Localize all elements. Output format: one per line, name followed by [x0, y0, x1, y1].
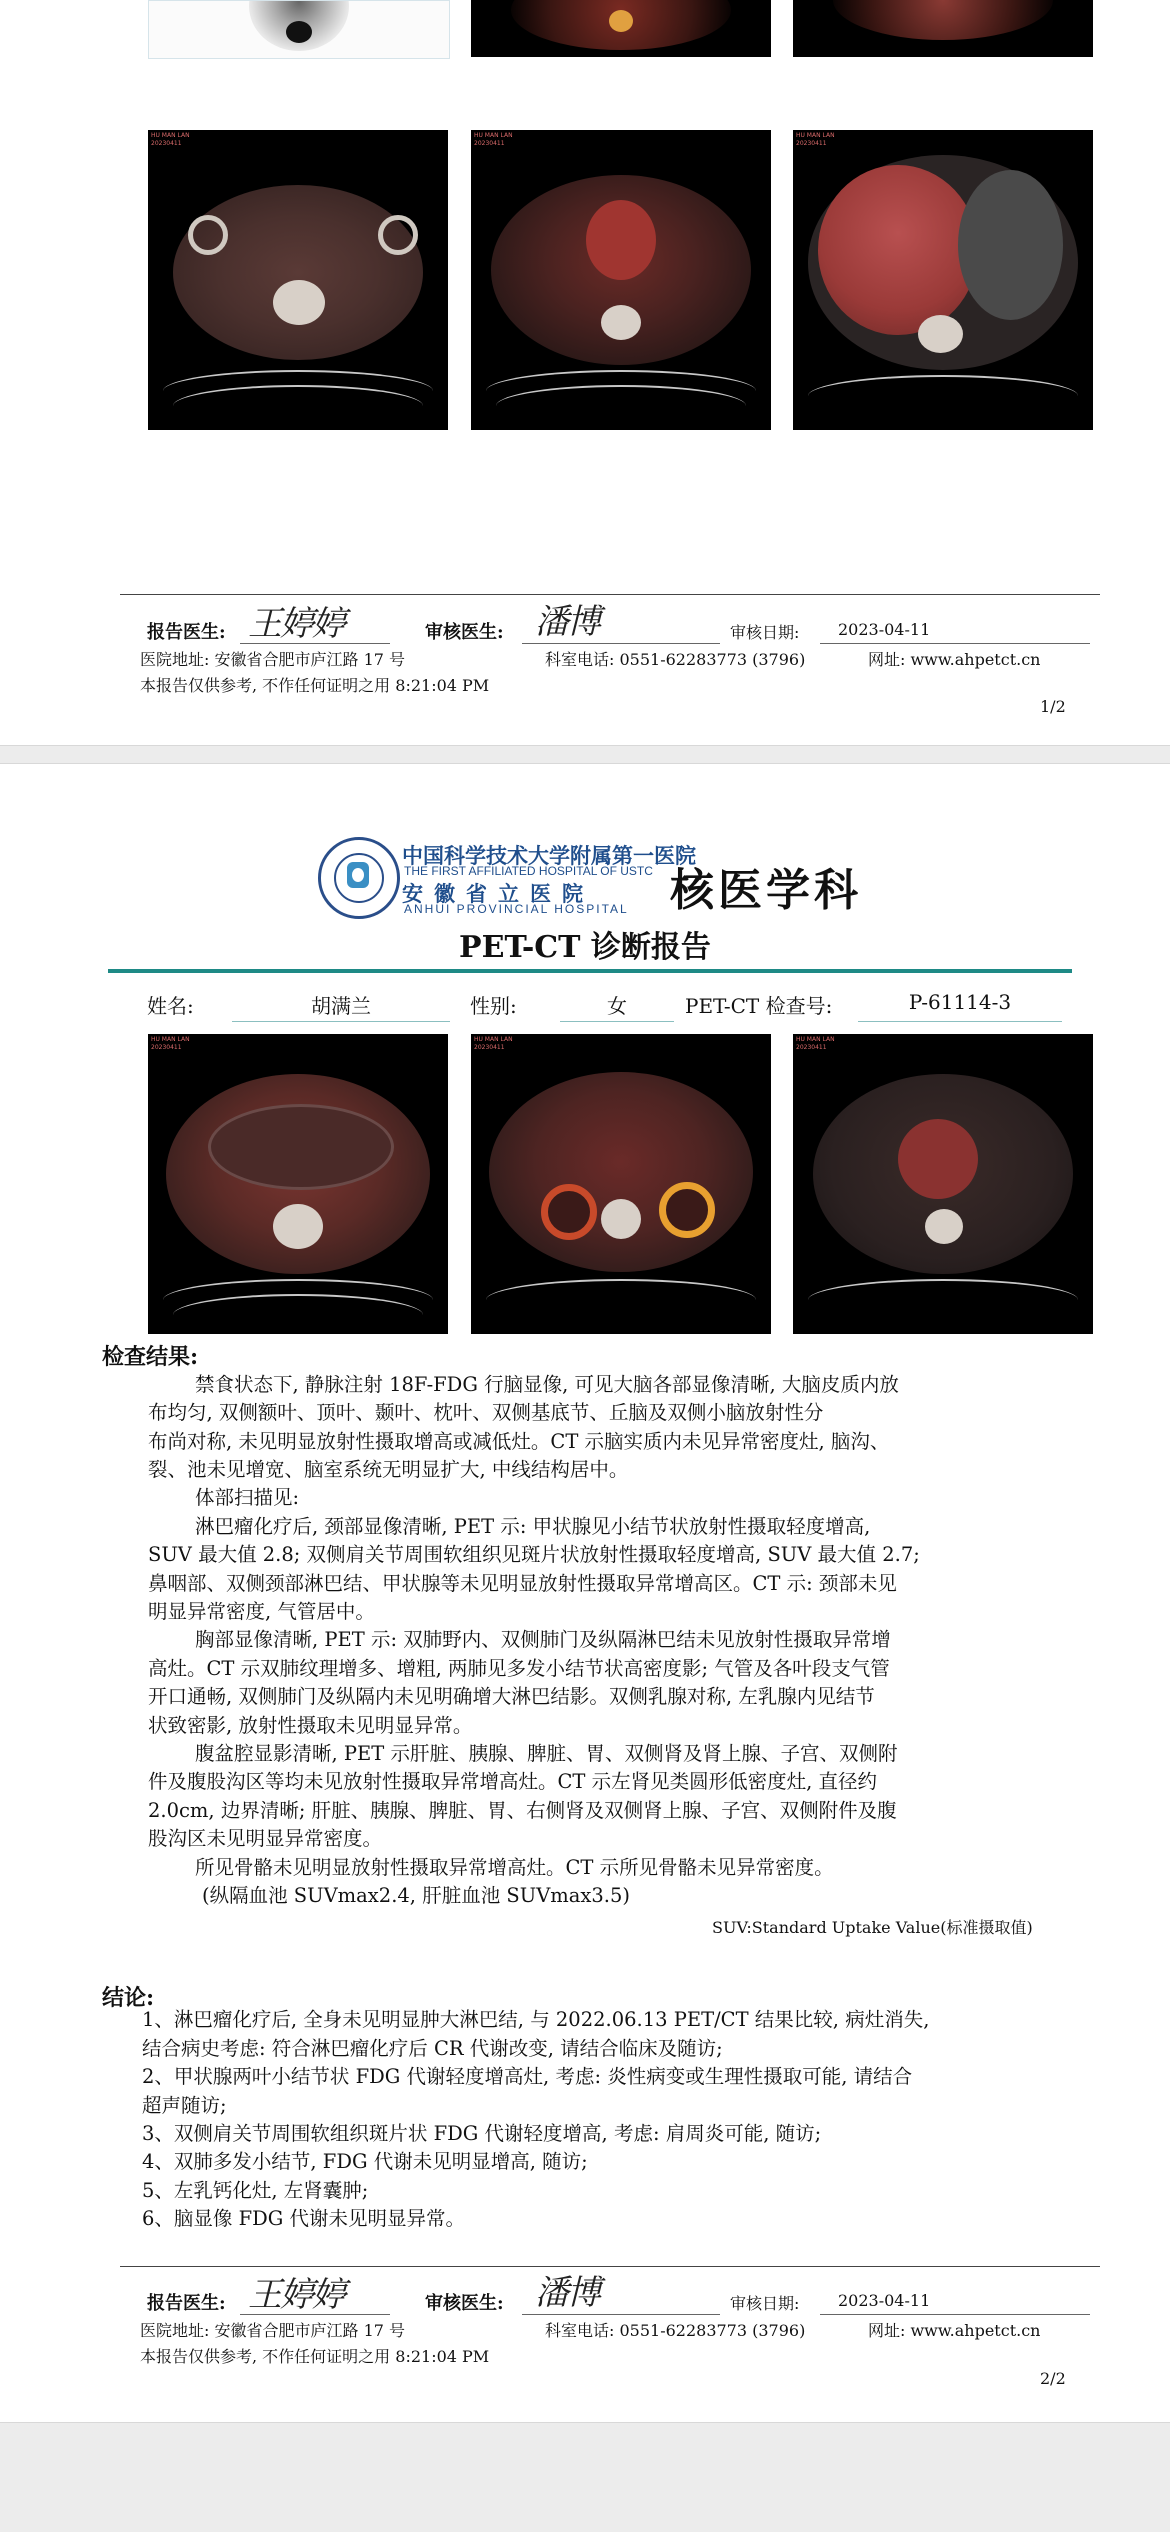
- doctor-label: 报告医生:: [147, 2293, 226, 2314]
- page-number: 1/2: [1040, 697, 1066, 716]
- page-number: 2/2: [1040, 2369, 1066, 2388]
- doctor-label: 报告医生:: [147, 622, 226, 643]
- pet-mip-image: [148, 0, 450, 59]
- findings-line: 裂、池未见增宽、脑室系统无明显扩大, 中线结构居中。: [148, 1458, 629, 1481]
- report-page-1: [0, 0, 1170, 746]
- pet-ct-fusion-image: [793, 0, 1093, 57]
- findings-line: 明显异常密度, 气管居中。: [148, 1600, 375, 1623]
- review-date-line: [820, 643, 1090, 644]
- conclusion-line: 3、双侧肩关节周围软组织斑片状 FDG 代谢轻度增高, 考虑: 肩周炎可能, 随访;: [142, 2122, 822, 2145]
- findings-line: 体部扫描见:: [195, 1486, 300, 1509]
- exam-number: P-61114-3: [908, 990, 1012, 1014]
- findings-line: 布尚对称, 未见明显放射性摄取增高或减低灶。CT 示脑实质内未见异常密度灶, 脑沟、: [148, 1430, 890, 1453]
- reviewer-signature-line: [522, 643, 720, 644]
- department-phone: 科室电话: 0551-62283773 (3796): [545, 2321, 806, 2340]
- disclaimer: 本报告仅供参考, 不作任何证明之用 8:21:04 PM: [140, 676, 490, 695]
- report-title: PET-CT 诊断报告: [459, 930, 711, 965]
- website: 网址: www.ahpetct.cn: [868, 2321, 1041, 2340]
- ct-abdomen-image: HU MAN LAN 20230411: [148, 1034, 448, 1334]
- ct-chest-image: HU MAN LAN 20230411: [793, 1034, 1093, 1334]
- doctor-signature: 王婷婷: [248, 2275, 344, 2315]
- reviewer-signature-line: [522, 2314, 720, 2315]
- findings-line: SUV 最大值 2.8; 双侧肩关节周围软组织见斑片状放射性摄取轻度增高, SUV 最大值 2.7;: [148, 1543, 920, 1566]
- report-page-2: [0, 763, 1170, 2423]
- hospital-logo: [318, 837, 400, 919]
- header-rule: [108, 969, 1072, 973]
- conclusion-line: 超声随访;: [142, 2094, 227, 2117]
- conclusion-line: 6、脑显像 FDG 代谢未见明显异常。: [142, 2207, 466, 2230]
- review-date: 2023-04-11: [838, 620, 931, 639]
- ct-chest-image: HU MAN LAN 20230411: [471, 130, 771, 430]
- reviewer-signature: 潘博: [535, 602, 599, 642]
- hospital-name-en: THE FIRST AFFILIATED HOSPITAL OF USTC: [404, 864, 653, 878]
- conclusion-line: 4、双肺多发小结节, FDG 代谢未见明显增高, 随访;: [142, 2150, 588, 2173]
- findings-line: 2.0cm, 边界清晰; 肝脏、胰腺、脾脏、胃、右侧肾及双侧肾上腺、子宫、双侧附件及腹: [148, 1799, 897, 1822]
- name-underline: [232, 1021, 450, 1022]
- sex-label: 性别:: [470, 994, 517, 1018]
- ct-kidney-image: HU MAN LAN 20230411: [471, 1034, 771, 1334]
- review-date-label: 审核日期:: [730, 2294, 800, 2313]
- doctor-signature: 王婷婷: [248, 604, 344, 644]
- pet-ct-fusion-image: [471, 0, 771, 57]
- department-title: 核医学科: [670, 865, 862, 916]
- hospital-address: 医院地址: 安徽省合肥市庐江路 17 号: [140, 650, 406, 669]
- doctor-signature-line: [240, 2314, 390, 2315]
- hospital-address: 医院地址: 安徽省合肥市庐江路 17 号: [140, 2321, 406, 2340]
- department-phone: 科室电话: 0551-62283773 (3796): [545, 650, 806, 669]
- conclusion-line: 1、淋巴瘤化疗后, 全身未见明显肿大淋巴结, 与 2022.06.13 PET/CT 结果比较, 病灶消失,: [142, 2008, 930, 2031]
- findings-line: 胸部显像清晰, PET 示: 双肺野内、双侧肺门及纵隔淋巴结未见放射性摄取异常增: [195, 1628, 891, 1651]
- footer-divider: [120, 594, 1100, 595]
- findings-line: 腹盆腔显影清晰, PET 示肝脏、胰腺、脾脏、胃、双侧肾及肾上腺、子宫、双侧附: [195, 1742, 898, 1765]
- hospital-name-en2: ANHUI PROVINCIAL HOSPITAL: [404, 902, 629, 916]
- website: 网址: www.ahpetct.cn: [868, 650, 1041, 669]
- findings-line: 股沟区未见明显异常密度。: [148, 1827, 383, 1850]
- patient-sex: 女: [607, 994, 627, 1018]
- patient-name: 胡满兰: [311, 994, 371, 1018]
- conclusion-line: 结合病史考虑: 符合淋巴瘤化疗后 CR 代谢改变, 请结合临床及随访;: [142, 2037, 723, 2060]
- review-date-line: [820, 2314, 1090, 2315]
- reviewer-label: 审核医生:: [425, 2293, 504, 2314]
- hospital-name-cn2: 安徽省立医院: [402, 881, 594, 906]
- sex-underline: [560, 1021, 674, 1022]
- exam-number-label: PET-CT 检查号:: [685, 994, 833, 1018]
- ct-neck-image: HU MAN LAN 20230411: [148, 130, 448, 430]
- exam-number-underline: [858, 1021, 1062, 1022]
- name-label: 姓名:: [147, 994, 194, 1018]
- findings-line: 淋巴瘤化疗后, 颈部显像清晰, PET 示: 甲状腺见小结节状放射性摄取轻度增高,: [195, 1515, 871, 1538]
- findings-label: 检查结果:: [102, 1344, 199, 1370]
- findings-line: 布均匀, 双侧额叶、顶叶、颞叶、枕叶、双侧基底节、丘脑及双侧小脑放射性分: [148, 1401, 824, 1424]
- doctor-signature-line: [240, 643, 390, 644]
- ct-liver-image: HU MAN LAN 20230411: [793, 130, 1093, 430]
- findings-line: 开口通畅, 双侧肺门及纵隔内未见明确增大淋巴结影。双侧乳腺对称, 左乳腺内见结节: [148, 1685, 875, 1708]
- disclaimer: 本报告仅供参考, 不作任何证明之用 8:21:04 PM: [140, 2347, 490, 2366]
- review-date: 2023-04-11: [838, 2291, 931, 2310]
- findings-line: 件及腹股沟区等均未见放射性摄取异常增高灶。CT 示左肾见类圆形低密度灶, 直径约: [148, 1770, 878, 1793]
- conclusion-line: 2、甲状腺两叶小结节状 FDG 代谢轻度增高灶, 考虑: 炎性病变或生理性摄取可能, 请结合: [142, 2065, 913, 2088]
- findings-line: 鼻咽部、双侧颈部淋巴结、甲状腺等未见明显放射性摄取异常增高区。CT 示: 颈部未见: [148, 1572, 897, 1595]
- reviewer-signature: 潘博: [535, 2273, 599, 2313]
- conclusion-line: 5、左乳钙化灶, 左肾囊肿;: [142, 2179, 369, 2202]
- hospital-name-cn: 中国科学技术大学附属第一医院: [402, 843, 696, 868]
- findings-line: 高灶。CT 示双肺纹理增多、增粗, 两肺见多发小结节状高密度影; 气管及各叶段支气管: [148, 1657, 890, 1680]
- findings-line: (纵隔血池 SUVmax2.4, 肝脏血池 SUVmax3.5): [202, 1884, 631, 1907]
- reviewer-label: 审核医生:: [425, 622, 504, 643]
- findings-line: 所见骨骼未见明显放射性摄取异常增高灶。CT 示所见骨骼未见异常密度。: [195, 1856, 834, 1879]
- suv-note: SUV:Standard Uptake Value(标准摄取值): [712, 1918, 1033, 1937]
- conclusion-label: 结论:: [102, 1985, 155, 2011]
- findings-line: 状致密影, 放射性摄取未见明显异常。: [148, 1714, 473, 1737]
- findings-line: 禁食状态下, 静脉注射 18F-FDG 行脑显像, 可见大脑各部显像清晰, 大脑皮质内放: [195, 1373, 899, 1396]
- review-date-label: 审核日期:: [730, 623, 800, 642]
